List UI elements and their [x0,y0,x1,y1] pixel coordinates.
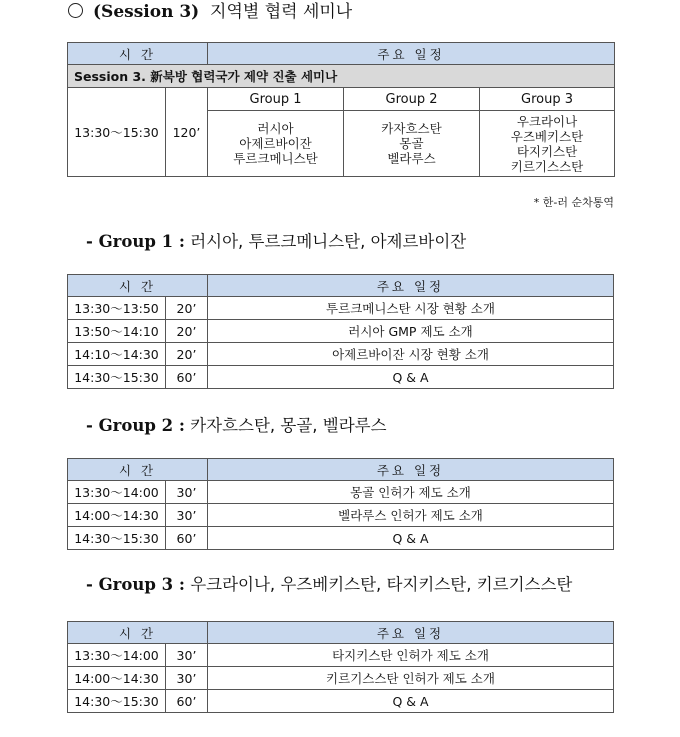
row-duration: 60’ [166,690,208,713]
group-3-countries-title: 우크라이나, 우즈베키스탄, 타지키스탄, 키르기스스탄 [190,575,573,594]
header-schedule: 주요 일정 [208,459,614,481]
group-2-countries [344,111,480,177]
header-time: 시 간 [68,622,208,644]
row-time: 14:00～14:30 [68,667,166,690]
row-item: Q & A [208,366,614,389]
table-row [68,690,614,713]
group-2-title [86,416,387,436]
row-duration: 60’ [166,366,208,389]
group-2-table [67,458,614,550]
row-time: 14:10～14:30 [68,343,166,366]
row-item: 몽골 인허가 제도 소개 [208,481,614,504]
group-2-countries-title: 카자흐스탄, 몽골, 벨라루스 [190,416,387,435]
group-3-header: Group 3 [480,88,615,111]
row-item: Q & A [208,690,614,713]
session-title: Session 3. 新북방 협력국가 제약 진출 세미나 [68,65,615,88]
header-schedule: 주요 일정 [208,275,614,297]
row-item: Q & A [208,527,614,550]
country: 우크라이나 [516,113,578,129]
row-duration: 20’ [166,297,208,320]
table-row [68,504,614,527]
row-item: 벨라루스 인허가 제도 소개 [208,504,614,527]
header-time: 시 간 [68,459,208,481]
section-title: 지역별 협력 세미나 [210,2,353,22]
row-item: 아제르바이잔 시장 현황 소개 [208,343,614,366]
country: 몽골 [399,136,424,151]
table-row [68,297,614,320]
country: 러시아 [257,121,294,136]
header-time: 시 간 [68,275,208,297]
country: 타지키스탄 [516,143,578,159]
row-duration: 30’ [166,504,208,527]
row-time: 13:30～14:00 [68,644,166,667]
country: 투르크메니스탄 [233,151,318,166]
row-duration: 30’ [166,481,208,504]
table-row [68,644,614,667]
row-duration: 20’ [166,320,208,343]
group-1-countries [208,111,344,177]
section-heading [68,2,352,22]
table-row [68,320,614,343]
interpretation-note: * 한-러 순차통역 [533,196,614,209]
header-schedule: 주요 일정 [208,43,615,65]
table-row [68,343,614,366]
row-time: 14:30～15:30 [68,366,166,389]
group-1-label: - Group 1 : [86,232,185,251]
row-item: 키르기스스탄 인허가 제도 소개 [208,667,614,690]
row-duration: 20’ [166,343,208,366]
session-time: 13:30～15:30 [68,88,166,177]
country: 카자흐스탄 [381,121,442,136]
group-3-label: - Group 3 : [86,575,185,594]
group-3-countries [480,111,615,177]
session-label: (Session 3) [93,2,200,22]
row-time: 14:30～15:30 [68,527,166,550]
overview-table [67,42,615,177]
row-time: 13:30～14:00 [68,481,166,504]
group-1-table [67,274,614,389]
row-item: 러시아 GMP 제도 소개 [208,320,614,343]
country: 아제르바이잔 [239,136,312,151]
table-row [68,527,614,550]
row-item: 타지키스탄 인허가 제도 소개 [208,644,614,667]
country: 우즈베키스탄 [510,128,584,144]
row-duration: 30’ [166,644,208,667]
header-time: 시 간 [68,43,208,65]
row-time: 13:50～14:10 [68,320,166,343]
table-row [68,481,614,504]
row-duration: 30’ [166,667,208,690]
session-duration: 120’ [166,88,208,177]
country: 키르기스스탄 [510,158,584,174]
row-time: 14:30～15:30 [68,690,166,713]
row-time: 13:30～13:50 [68,297,166,320]
row-item: 투르크메니스탄 시장 현황 소개 [208,297,614,320]
group-3-title [86,575,572,595]
group-2-label: - Group 2 : [86,416,185,435]
group-1-title [86,232,466,252]
group-1-countries-title: 러시아, 투르크메니스탄, 아제르바이잔 [190,232,467,251]
row-time: 14:00～14:30 [68,504,166,527]
country: 벨라루스 [387,151,436,166]
group-2-header: Group 2 [344,88,480,111]
row-duration: 60’ [166,527,208,550]
circle-bullet-icon [68,3,83,18]
group-1-header: Group 1 [208,88,344,111]
group-3-table [67,621,614,713]
table-row [68,366,614,389]
table-row [68,667,614,690]
header-schedule: 주요 일정 [208,622,614,644]
